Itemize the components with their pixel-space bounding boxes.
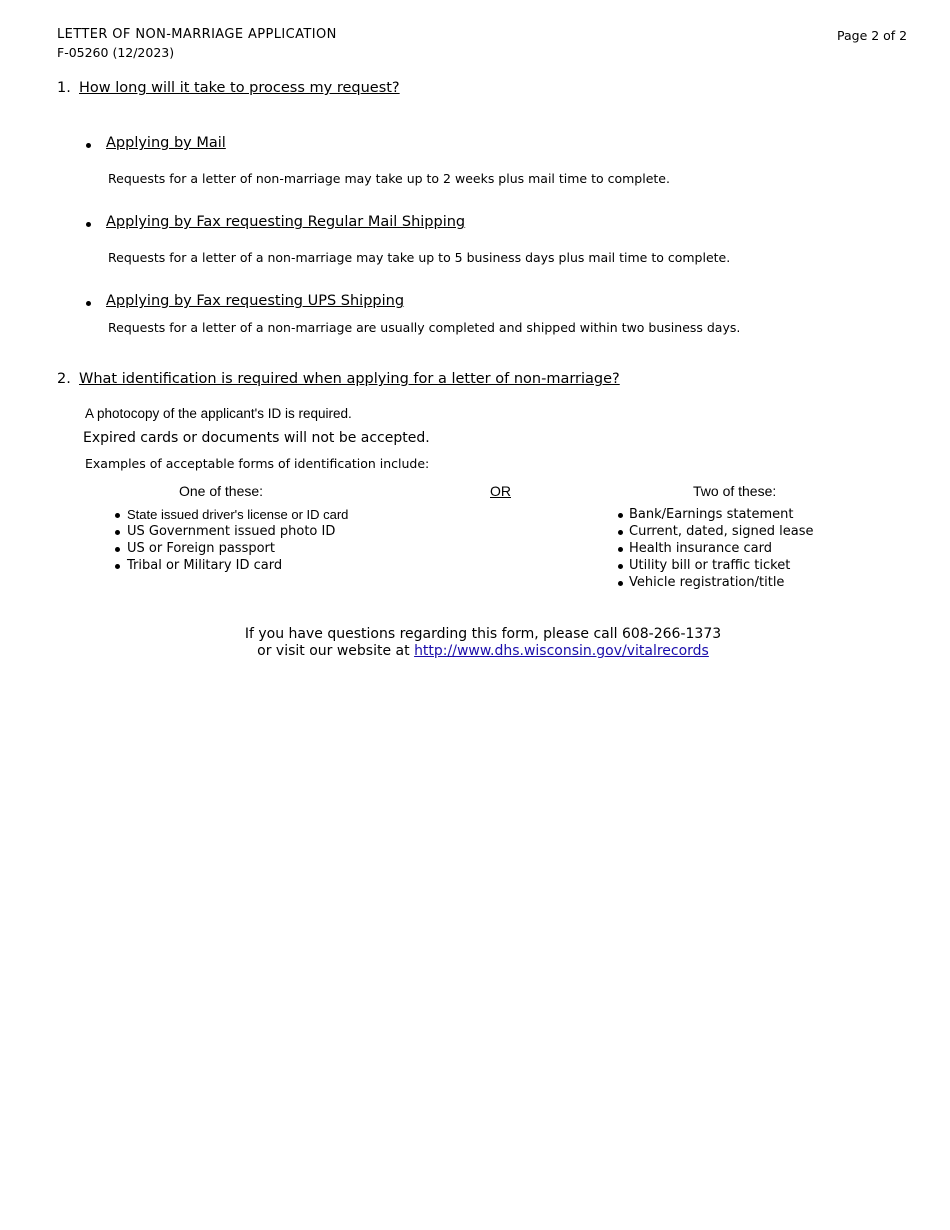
question-1-text: How long will it take to process my request? — [79, 80, 400, 96]
form-title: LETTER OF NON-MARRIAGE APPLICATION — [57, 27, 337, 42]
bullet-icon — [618, 564, 623, 569]
contact-phone-line: If you have questions regarding this form, please call 608-266-1373 — [244, 626, 722, 642]
doc-option-2: Current, dated, signed lease — [629, 524, 814, 539]
website-prefix: or visit our website at — [257, 643, 410, 659]
id-option-2: US Government issued photo ID — [127, 524, 336, 539]
fax-regular-heading: Applying by Fax requesting Regular Mail Shipping — [106, 214, 466, 230]
bullet-icon — [86, 301, 91, 306]
doc-option-1: Bank/Earnings statement — [629, 507, 794, 522]
column-one-heading: One of these: — [179, 483, 264, 499]
doc-option-5: Vehicle registration/title — [629, 575, 785, 590]
bullet-icon — [86, 143, 91, 148]
bullet-icon — [115, 564, 120, 569]
doc-option-3: Health insurance card — [629, 541, 772, 556]
bullet-icon — [86, 222, 91, 227]
mail-text: Requests for a letter of non-marriage may take up to 2 weeks plus mail time to complete. — [108, 171, 670, 186]
question-1-number: 1. — [57, 80, 71, 96]
bullet-icon — [618, 530, 623, 535]
form-number: F-05260 (12/2023) — [57, 45, 175, 60]
page-label: Page 2 of 2 — [837, 28, 908, 43]
bullet-icon — [618, 513, 623, 518]
bullet-icon — [115, 513, 120, 518]
bullet-icon — [115, 530, 120, 535]
fax-ups-text: Requests for a letter of a non-marriage are usually completed and shipped within two business days. — [108, 320, 741, 335]
id-requirement: A photocopy of the applicant's ID is required. — [85, 406, 352, 421]
bullet-icon — [618, 581, 623, 586]
question-2-text: What identification is required when applying for a letter of non-marriage? — [79, 371, 620, 387]
id-option-1: State issued driver's license or ID card — [127, 507, 349, 522]
bullet-icon — [618, 547, 623, 552]
website-link[interactable]: http://www.dhs.wisconsin.gov/vitalrecords — [414, 643, 709, 659]
column-two-heading: Two of these: — [693, 483, 777, 499]
bullet-icon — [115, 547, 120, 552]
doc-option-4: Utility bill or traffic ticket — [629, 558, 791, 573]
fax-ups-heading: Applying by Fax requesting UPS Shipping — [106, 293, 405, 309]
or-label: OR — [490, 483, 511, 499]
mail-heading: Applying by Mail — [106, 135, 226, 151]
fax-regular-text: Requests for a letter of a non-marriage may take up to 5 business days plus mail time to complete. — [108, 250, 731, 265]
expired-note: Expired cards or documents will not be accepted. — [83, 430, 430, 446]
question-2-number: 2. — [57, 371, 71, 387]
id-option-4: Tribal or Military ID card — [127, 558, 283, 573]
examples-intro: Examples of acceptable forms of identification include: — [85, 456, 430, 471]
id-option-3: US or Foreign passport — [127, 541, 276, 556]
contact-website-line — [0, 643, 950, 659]
